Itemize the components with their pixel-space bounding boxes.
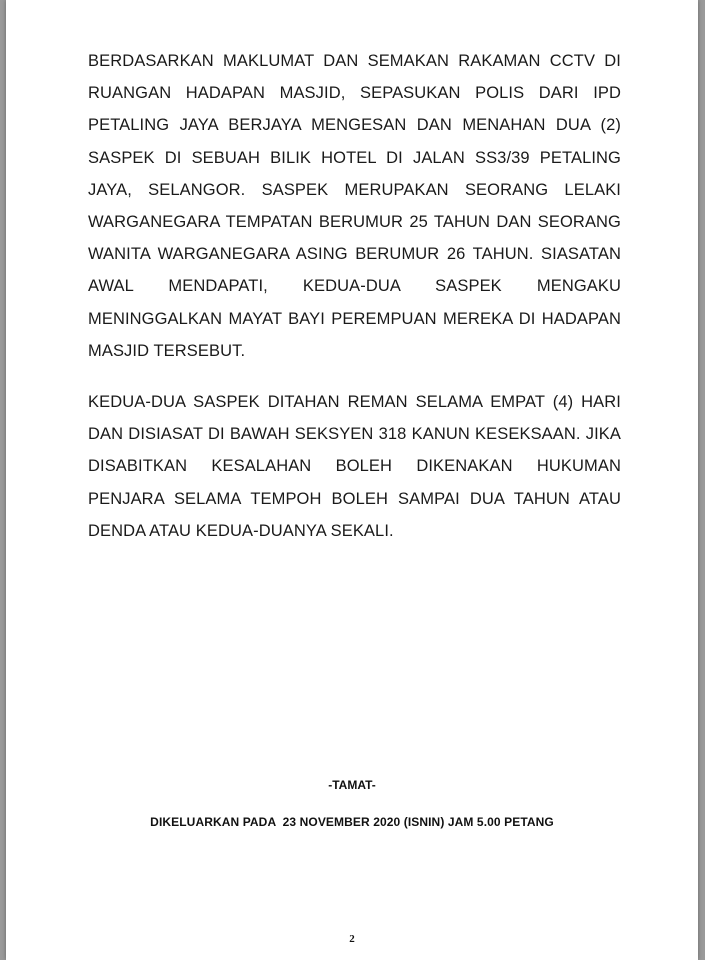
paragraph-arrest-details: BERDASARKAN MAKLUMAT DAN SEMAKAN RAKAMAN CCTV DI RUANGAN HADAPAN MASJID, SEPASUKAN POLIS DARI IPD PETALING JAYA BERJAYA MENGESAN DAN MENAHAN DUA (2) SASPEK DI SEBUAH BILIK HOTEL DI JALAN SS3/39 PETALING JAYA, SELANGOR. SASPEK MERUPAKAN SEORANG LELAKI WARGANEGARA TEMPATAN BERUMUR 25 TAHUN DAN SEORANG WANITA WARGANEGARA ASING BERUMUR 26 TAHUN. SIASATAN AWAL MENDAPATI, KEDUA-DUA SASPEK MENGAKU MENINGGALKAN MAYAT BAYI PEREMPUAN MEREKA DI HADAPAN MASJID TERSEBUT. bbox=[88, 52, 621, 360]
paragraph-remand-details: KEDUA-DUA SASPEK DITAHAN REMAN SELAMA EMPAT (4) HARI DAN DISIASAT DI BAWAH SEKSYEN 318 KANUN KESEKSAAN. JIKA DISABITKAN KESALAHAN BOLEH DIKENAKAN HUKUMAN PENJARA SELAMA TEMPOH BOLEH SAMPAI DUA TAHUN ATAU DENDA ATAU KEDUA-DUANYA SEKALI. bbox=[88, 393, 621, 540]
page-number: 2 bbox=[349, 933, 355, 945]
end-marker: -TAMAT- bbox=[328, 778, 376, 792]
issued-date-line: DIKELUARKAN PADA 23 NOVEMBER 2020 (ISNIN) JAM 5.00 PETANG bbox=[150, 815, 554, 829]
document-page bbox=[6, 0, 698, 960]
